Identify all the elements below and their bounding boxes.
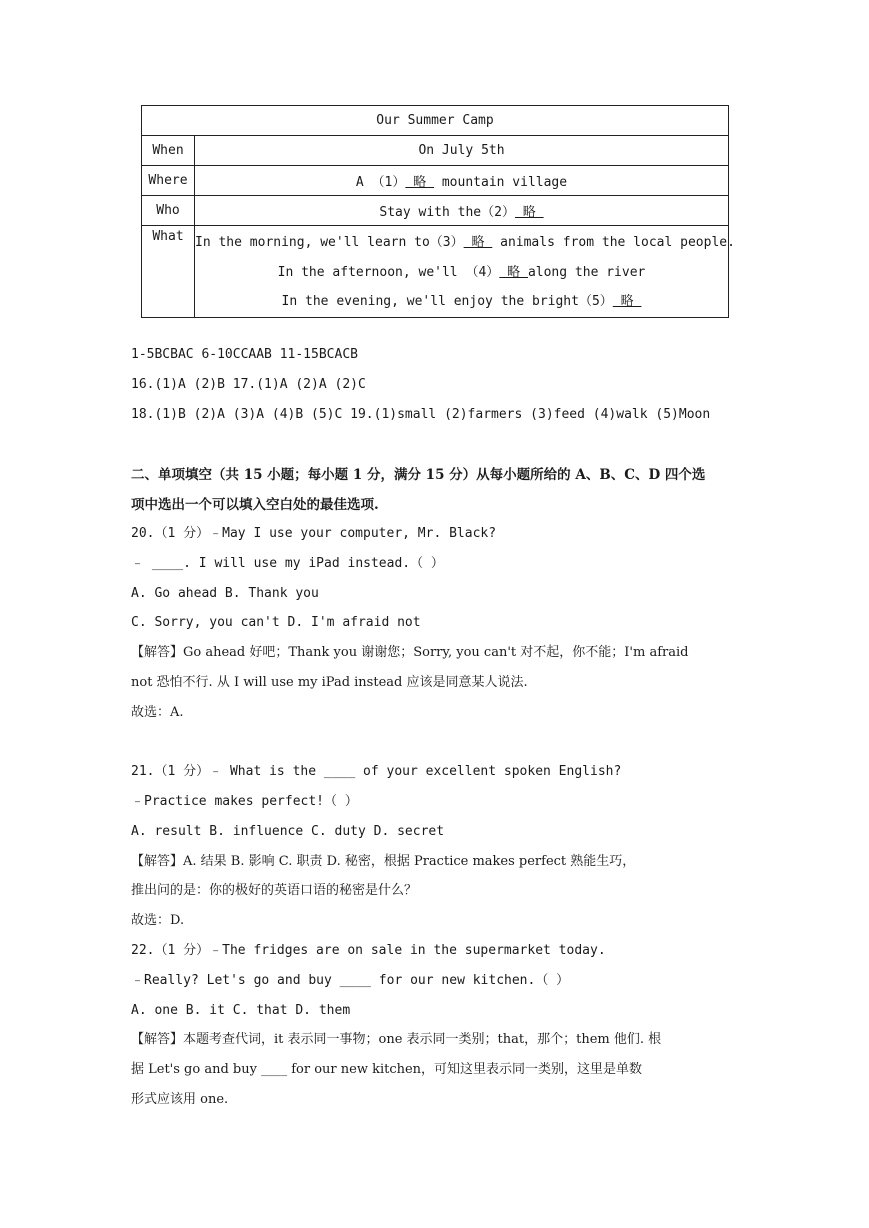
what-line-morning: In the morning, we'll learn to（3） 略 animals from the local people. (195, 235, 735, 251)
q22-answer-2: 据 Let's go and buy ____ for our new kitchen，可知这里表示同一类别，这里是单数 (131, 1062, 643, 1077)
text-after: mountain village (434, 175, 568, 190)
q22-stem: 22.（1 分）﹣The fridges are on sale in the supermarket today. (131, 943, 606, 958)
row-content-who (195, 196, 729, 226)
blank-5: 略 (612, 294, 642, 310)
q20-choice: 故选：A. (131, 705, 184, 720)
answers-line-1: 1-5BCBAC 6-10CCAAB 11-15BCACB (131, 347, 358, 362)
row-label-where: Where (142, 166, 195, 196)
q20-options-1: A. Go ahead B. Thank you (131, 586, 319, 601)
q22-answer-3: 形式应该用 one. (131, 1092, 229, 1107)
row-label-what: What (142, 226, 195, 318)
q20-options-2: C. Sorry, you can't D. I'm afraid not (131, 615, 421, 630)
q21-reply: ﹣Practice makes perfect!（ ） (131, 794, 358, 809)
blank-4: 略 (499, 264, 528, 280)
section-heading-line-1: 二、单项填空（共 15 小题；每小题 1 分，满分 15 分）从每小题所给的 A、B、C、D 四个选 (131, 467, 706, 483)
answers-line-2: 16.(1)A (2)B 17.(1)A (2)A (2)C (131, 377, 366, 392)
q21-choice: 故选：D. (131, 913, 185, 928)
q20-reply: ﹣ ____. I will use my iPad instead.（ ） (131, 556, 444, 571)
text-before: A （1） (355, 175, 406, 190)
row-label-who: Who (142, 196, 195, 226)
answers-line-3: 18.(1)B (2)A (3)A (4)B (5)C 19.(1)small (2)farmers (3)feed (4)walk (5)Moon (131, 407, 711, 422)
text-before: Stay with the（2） (379, 205, 515, 220)
q20-stem: 20.（1 分）﹣May I use your computer, Mr. Black? (131, 526, 497, 541)
q20-answer-1: 【解答】Go ahead 好吧；Thank you 谢谢您；Sorry, you can't 对不起，你不能；I'm afraid (131, 645, 689, 660)
row-content-when: On July 5th (195, 136, 729, 166)
summer-camp-table (141, 105, 735, 318)
blank-1: 略 (405, 175, 435, 190)
q22-answer-1: 【解答】本题考查代词，it 表示同一事物；one 表示同一类别；that，那个；them 他们. 根 (131, 1032, 662, 1047)
q21-answer-2: 推出问的是：你的极好的英语口语的秘密是什么？ (131, 883, 418, 898)
section-heading-line-2: 项中选出一个可以填入空白处的最佳选项. (131, 497, 379, 513)
row-content-what (195, 226, 735, 318)
blank-2: 略 (514, 205, 544, 220)
table-title: Our Summer Camp (142, 106, 729, 136)
blank-3: 略 (463, 235, 493, 251)
q22-options: A. one B. it C. that D. them (131, 1003, 351, 1018)
q21-options: A. result B. influence C. duty D. secret (131, 824, 445, 839)
q21-answer-1: 【解答】A. 结果 B. 影响 C. 职责 D. 秘密，根据 Practice makes perfect 熟能生巧， (131, 854, 636, 869)
q21-stem: 21.（1 分）﹣ What is the ____ of your excellent spoken English? (131, 764, 622, 779)
what-line-evening: In the evening, we'll enjoy the bright（5） 略 (281, 294, 642, 310)
q20-answer-2: not 恐怕不行. 从 I will use my iPad instead 应该是同意某人说法. (131, 675, 528, 690)
q22-reply: ﹣Really? Let's go and buy ____ for our new kitchen.（ ） (131, 973, 570, 988)
row-content-where (195, 166, 729, 196)
row-label-when: When (142, 136, 195, 166)
what-line-afternoon: In the afternoon, we'll （4） 略 along the river (277, 264, 646, 280)
